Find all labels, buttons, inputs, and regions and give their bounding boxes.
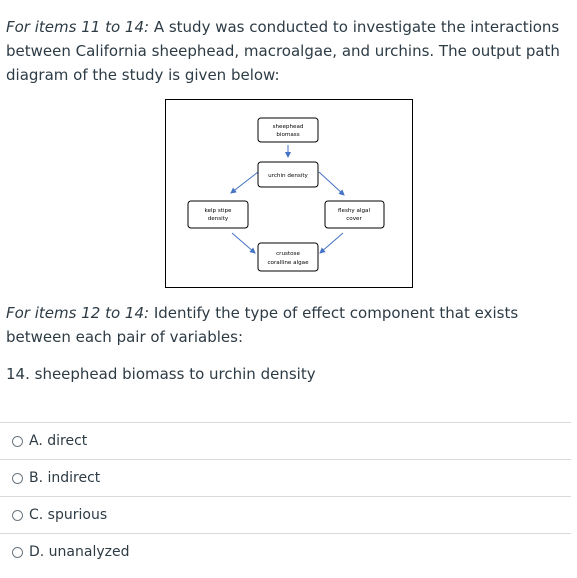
node-fleshy-algal-cover	[325, 201, 384, 228]
node-kelp-line2: density	[207, 216, 229, 222]
arrow-fleshy-to-crustose	[320, 233, 343, 253]
arrow-urchin-to-fleshy	[319, 172, 344, 195]
answer-option-c[interactable]	[0, 496, 571, 533]
answer-option-d[interactable]	[0, 533, 571, 570]
instruction-text: Identify the type of effect component that exists between each pair of variables:	[6, 304, 519, 346]
radio-button-d[interactable]	[12, 547, 23, 558]
node-fleshy-line1: fleshy algal	[337, 208, 371, 214]
question-text: 14. sheephead biomass to urchin density	[6, 365, 316, 383]
answer-label-a: A. direct	[29, 433, 88, 449]
node-urchin-line1: urchin density	[268, 173, 308, 179]
node-sheephead-line2: biomass	[276, 132, 300, 138]
node-crustose-line1: crustose	[276, 251, 300, 257]
answer-label-b: B. indirect	[29, 470, 101, 486]
node-sheephead-biomass	[258, 118, 318, 142]
node-kelp-line1: kelp stipe	[204, 208, 232, 214]
radio-button-a[interactable]	[12, 436, 23, 447]
node-urchin-density	[258, 162, 318, 187]
arrow-kelp-to-crustose	[232, 233, 255, 253]
node-fleshy-line2: cover	[346, 216, 362, 222]
path-diagram	[165, 99, 413, 288]
node-crustose-line2: coralline algae	[267, 260, 309, 266]
radio-button-b[interactable]	[12, 473, 23, 484]
answer-option-a[interactable]	[0, 422, 571, 459]
node-sheephead-line1: sheephead	[272, 124, 304, 130]
intro-lead: For items 11 to 14:	[6, 18, 150, 36]
answer-label-d: D. unanalyzed	[29, 544, 130, 560]
radio-button-c[interactable]	[12, 510, 23, 521]
answer-label-c: C. spurious	[29, 507, 108, 523]
node-crustose-coralline-algae	[258, 243, 318, 271]
intro-paragraph	[6, 15, 566, 87]
path-diagram-svg	[166, 100, 412, 287]
instruction-lead: For items 12 to 14:	[6, 304, 150, 322]
answer-list	[0, 422, 571, 570]
answer-option-b[interactable]	[0, 459, 571, 496]
node-kelp-stipe-density	[188, 201, 248, 228]
arrow-urchin-to-kelp	[231, 172, 258, 193]
intro-text: A study was conducted to investigate the interactions between California sheephead, macroalgae, and urchins. The output path diagram of the study is given below:	[6, 18, 560, 84]
instruction-paragraph	[6, 301, 566, 349]
